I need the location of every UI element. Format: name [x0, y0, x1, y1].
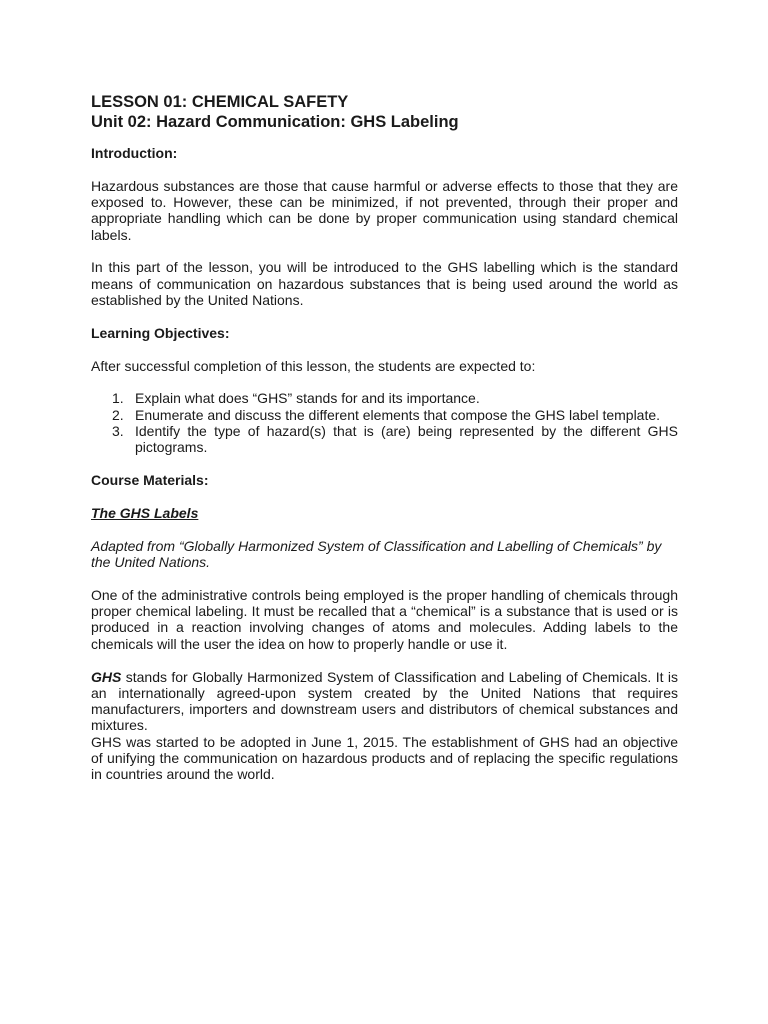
introduction-heading: Introduction: — [91, 145, 178, 161]
objective-number: 1. — [112, 390, 124, 407]
objectives-list — [91, 390, 678, 455]
lesson-title: LESSON 01: CHEMICAL SAFETY — [91, 93, 349, 111]
objective-item — [91, 423, 678, 456]
objective-item — [91, 390, 678, 406]
intro-paragraph-1: Hazardous substances are those that cause harmful or adverse effects to those that they are exposed to. However, these can be minimized, if not prevented, through their proper and appropriate handling which can be done by proper communication using standard chemical labels. — [91, 177, 678, 243]
ghs-history-paragraph: GHS was started to be adopted in June 1, 2015. The establishment of GHS had an objective of unifying the communication on hazardous products and of replacing the specific regulations in countries around the world. — [91, 733, 678, 783]
ghs-labels-heading: The GHS Labels — [91, 504, 199, 521]
materials-heading: Course Materials: — [91, 472, 209, 489]
objectives-intro: After successful completion of this lesson, the students are expected to: — [91, 357, 536, 374]
ghs-term: GHS — [91, 668, 122, 685]
objective-text: Identify the type of hazard(s) that is (are) being represented by the different GHS pictograms. — [135, 423, 678, 456]
objectives-heading: Learning Objectives: — [91, 324, 230, 341]
ghs-definition: stands for Globally Harmonized System of Classification and Labeling of Chemicals. It is an internationally agreed-upon system created by the United Nations that requires manufacturers, importers and downstream users and distributors of chemical substances and mixtures. — [91, 668, 678, 734]
objective-text: Explain what does “GHS” stands for and its importance. — [135, 390, 480, 407]
objective-text: Enumerate and discuss the different elements that compose the GHS label template. — [135, 406, 661, 423]
objective-number: 2. — [112, 406, 124, 423]
document-page — [91, 92, 678, 783]
materials-paragraph-1: One of the administrative controls being employed is the proper handling of chemicals through proper chemical labeling. It must be recalled that a “chemical” is a substance that is used or is produced in a reaction involving changes of atoms and molecules. Adding labels to the chemicals will the user the idea on how to properly handle or use it. — [91, 586, 678, 652]
unit-title: Unit 02: Hazard Communication: GHS Labeling — [91, 113, 459, 131]
ghs-definition-paragraph — [91, 669, 678, 734]
objective-number: 3. — [112, 423, 124, 440]
objective-item — [91, 407, 678, 423]
adapted-note: Adapted from “Globally Harmonized System of Classification and Labelling of Chemicals” by the United Nations. — [91, 537, 662, 571]
intro-paragraph-2: In this part of the lesson, you will be introduced to the GHS labelling which is the standard means of communication on hazardous substances that is being used around the world as established by the United Nations. — [91, 259, 678, 309]
